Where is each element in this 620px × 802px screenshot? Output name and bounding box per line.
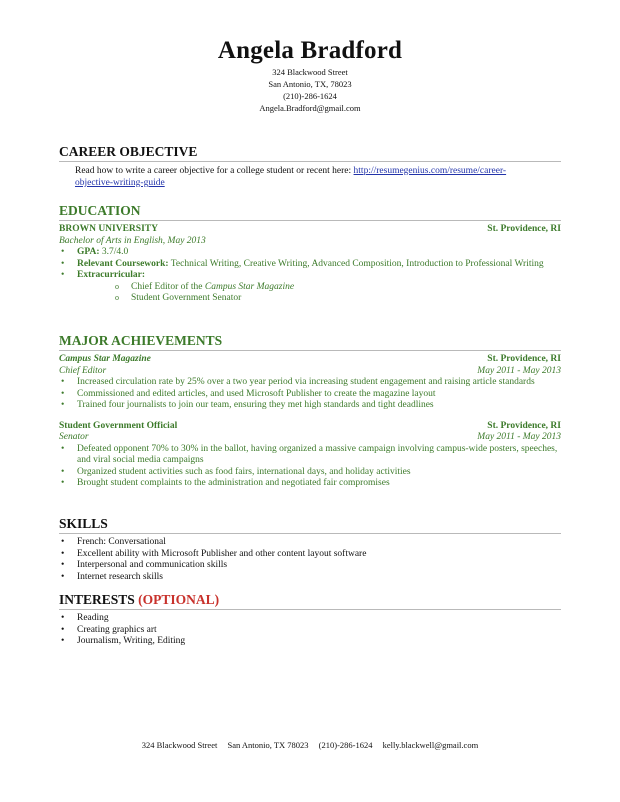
interests-title-text: INTERESTS xyxy=(59,592,135,607)
list-item: • Increased circulation rate by 25% over a two year period via increasing student engagement and raising article standards xyxy=(59,377,561,389)
list-item: • Brought student complaints to the administration and negotiated fair compromises xyxy=(59,478,561,490)
job1-bullets xyxy=(59,377,561,412)
job2-location: St. Providence, RI xyxy=(487,420,561,431)
list-item: • Commissioned and edited articles, and used Microsoft Publisher to create the magazine layout xyxy=(59,389,561,401)
footer-street: 324 Blackwood Street xyxy=(141,740,218,750)
extra-item1-magazine: Campus Star Magazine xyxy=(204,281,295,292)
list-item: • French: Conversational xyxy=(59,537,561,549)
job1-role: Chief Editor xyxy=(59,365,107,376)
career-objective-text xyxy=(59,165,561,189)
header-street: 324 Blackwood Street xyxy=(272,67,348,77)
extra-item2: Student Government Senator xyxy=(131,293,242,303)
school-location: St. Providence, RI xyxy=(487,224,561,234)
list-item: • Excellent ability with Microsoft Publisher and other content layout software xyxy=(59,549,561,561)
list-item xyxy=(59,247,561,259)
resume-footer xyxy=(0,740,620,750)
achievements-section xyxy=(59,333,561,490)
education-degree-row xyxy=(59,236,561,248)
job2-role-row xyxy=(59,432,561,444)
resume-header xyxy=(0,36,620,114)
list-item: • Internet research skills xyxy=(59,572,561,584)
footer-phone: (210)-286-1624 xyxy=(318,740,373,750)
list-item: • Creating graphics art xyxy=(59,625,561,637)
list-item: • Journalism, Writing, Editing xyxy=(59,636,561,648)
gpa-label: GPA: xyxy=(77,247,100,257)
interests-optional-tag: (OPTIONAL) xyxy=(138,592,220,607)
achievements-title: MAJOR ACHIEVEMENTS xyxy=(59,333,561,351)
career-objective-title: CAREER OBJECTIVE xyxy=(59,144,561,162)
list-item: • Trained four journalists to join our team, ensuring they met high standards and tight deadlines xyxy=(59,400,561,412)
interests-title xyxy=(59,592,561,610)
header-phone: (210)-286-1624 xyxy=(283,91,337,101)
education-list xyxy=(59,247,561,282)
coursework-label: Relevant Coursework: xyxy=(77,258,169,269)
applicant-name: Angela Bradford xyxy=(217,37,403,64)
header-email: Angela.Bradford@gmail.com xyxy=(259,103,361,113)
list-item: • Reading xyxy=(59,613,561,625)
extracurricular-list xyxy=(59,282,561,305)
list-item xyxy=(115,293,561,305)
list-item: • Defeated opponent 70% to 30% in the ballot, having organized a massive campaign involving campus-wide posters, speeches, and viral social media campaigns xyxy=(59,444,561,467)
objective-link-part2[interactable]: objective-writing-guide xyxy=(75,178,165,188)
extra-item1-pre: Chief Editor of the xyxy=(131,281,205,292)
education-school-row xyxy=(59,224,561,236)
coursework-value: Technical Writing, Creative Writing, Advanced Composition, Introduction to Professional Writing xyxy=(168,258,544,269)
footer-city: San Antonio, TX 78023 xyxy=(227,740,309,750)
job2-bullets xyxy=(59,444,561,490)
job2-header-row xyxy=(59,421,561,433)
list-item: • Interpersonal and communication skills xyxy=(59,560,561,572)
skills-title: SKILLS xyxy=(59,516,561,534)
interests-section xyxy=(59,592,561,648)
list-item: • Organized student activities such as food fairs, international days, and holiday activities xyxy=(59,467,561,479)
career-objective-section xyxy=(59,144,561,189)
job2-dates: May 2011 - May 2013 xyxy=(477,432,561,442)
skills-list xyxy=(59,537,561,583)
job1-location: St. Providence, RI xyxy=(487,354,561,364)
list-item xyxy=(59,270,561,282)
extracurricular-label: Extracurricular: xyxy=(77,270,146,280)
job1-role-row xyxy=(59,366,561,378)
list-item xyxy=(59,259,561,271)
job2-org: Student Government Official xyxy=(59,420,178,431)
job1-dates: May 2011 - May 2013 xyxy=(477,365,561,376)
gpa-value: 3.7/4.0 xyxy=(99,247,129,257)
list-item xyxy=(115,282,561,294)
header-city: San Antonio, TX, 78023 xyxy=(268,79,352,89)
degree: Bachelor of Arts in English, May 2013 xyxy=(59,235,206,246)
objective-text: Read how to write a career objective for a college student or recent here: xyxy=(75,166,354,176)
footer-email: kelly.blackwell@gmail.com xyxy=(382,740,479,750)
education-section xyxy=(59,203,561,305)
job2-role: Senator xyxy=(59,432,89,442)
interests-list xyxy=(59,613,561,648)
school-name: BROWN UNIVERSITY xyxy=(59,224,158,234)
objective-link-part1[interactable]: http://resumegenius.com/resume/career- xyxy=(353,166,507,176)
education-title: EDUCATION xyxy=(59,203,561,221)
skills-section xyxy=(59,516,561,583)
job1-org: Campus Star Magazine xyxy=(59,354,151,364)
job1-header-row xyxy=(59,354,561,366)
